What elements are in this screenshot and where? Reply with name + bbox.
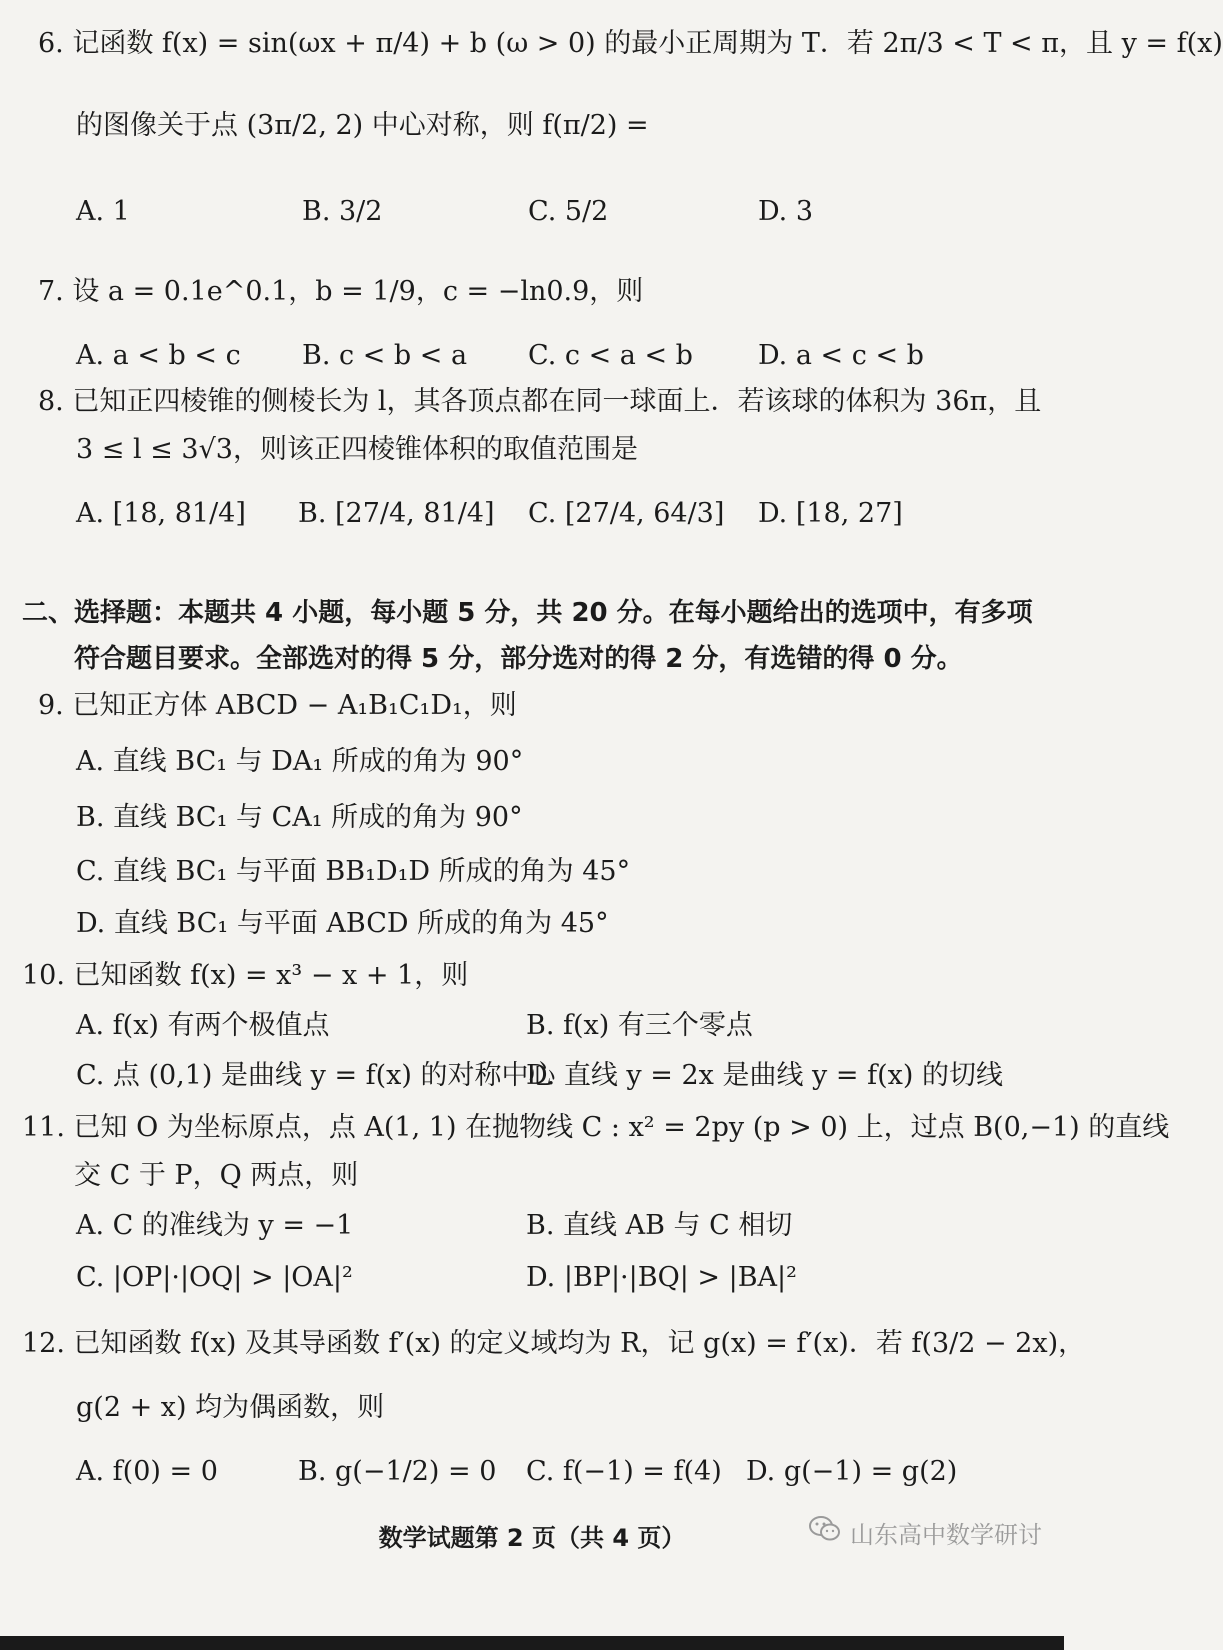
page-footer: 数学试题第 2 页（共 4 页） [378,1524,686,1552]
q11-option-b: B. 直线 AB 与 C 相切 [526,1210,793,1241]
q12-line2: g(2 + x) 均为偶函数，则 [76,1392,385,1423]
q6-option-a: A. 1 [76,196,130,227]
q8-option-d: D. [18, 27] [758,498,903,529]
q7-option-c: C. c < a < b [528,340,693,371]
q8-line2: 3 ≤ l ≤ 3√3，则该正四棱锥体积的取值范围是 [76,434,638,465]
q10-option-b: B. f(x) 有三个零点 [526,1010,753,1041]
q9-line1: 9. 已知正方体 ABCD − A₁B₁C₁D₁，则 [38,690,517,721]
q7-line1: 7. 设 a = 0.1e^0.1，b = 1/9，c = −ln0.9，则 [38,276,644,307]
q9-option-b: B. 直线 BC₁ 与 CA₁ 所成的角为 90° [76,802,523,833]
q8-line1: 8. 已知正四棱锥的侧棱长为 l，其各顶点都在同一球面上．若该球的体积为 36π，且 [38,386,1042,417]
q10-option-c: C. 点 (0,1) 是曲线 y = f(x) 的对称中心 [76,1060,556,1091]
q6-option-b: B. 3/2 [302,196,383,227]
q12-option-b: B. g(−1/2) = 0 [298,1456,497,1487]
q10-option-d: D. 直线 y = 2x 是曲线 y = f(x) 的切线 [526,1060,1003,1091]
q9-option-c: C. 直线 BC₁ 与平面 BB₁D₁D 所成的角为 45° [76,856,631,887]
q12-option-c: C. f(−1) = f(4) [526,1456,722,1487]
q8-option-a: A. [18, 81/4] [76,498,246,529]
section2-heading-line2: 符合题目要求。全部选对的得 5 分，部分选对的得 2 分，有选错的得 0 分。 [74,644,963,674]
q9-option-d: D. 直线 BC₁ 与平面 ABCD 所成的角为 45° [76,908,609,939]
q6-option-d: D. 3 [758,196,814,227]
q9-option-a: A. 直线 BC₁ 与 DA₁ 所成的角为 90° [76,746,524,777]
section2-heading-line1: 二、选择题：本题共 4 小题，每小题 5 分，共 20 分。在每小题给出的选项中，有多项 [22,598,1033,628]
watermark [808,1514,1042,1550]
q8-option-b: B. [27/4, 81/4] [298,498,495,529]
q11-line2: 交 C 于 P，Q 两点，则 [74,1160,359,1191]
q6-option-c: C. 5/2 [528,196,609,227]
q12-line1: 12. 已知函数 f(x) 及其导函数 f′(x) 的定义域均为 R，记 g(x) = f′(x)．若 f(3/2 − 2x)， [22,1328,1086,1359]
q11-option-c: C. |OP|·|OQ| > |OA|² [76,1262,353,1293]
wechat-icon [808,1514,842,1550]
q7-option-b: B. c < b < a [302,340,468,371]
q7-option-a: A. a < b < c [76,340,241,371]
q10-option-a: A. f(x) 有两个极值点 [76,1010,330,1041]
watermark-text: 山东高中数学研讨 [850,1520,1042,1549]
q11-option-d: D. |BP|·|BQ| > |BA|² [526,1262,797,1293]
q7-option-d: D. a < c < b [758,340,924,371]
q12-option-d: D. g(−1) = g(2) [746,1456,958,1487]
bottom-edge-bar [0,1636,1064,1650]
q6-line1: 6. 记函数 f(x) = sin(ωx + π/4) + b (ω > 0) 的最小正周期为 T．若 2π/3 < T < π，且 y = f(x) [38,28,1223,59]
q8-option-c: C. [27/4, 64/3] [528,498,725,529]
q6-line2: 的图像关于点 (3π/2, 2) 中心对称，则 f(π/2) = [76,110,649,141]
q12-option-a: A. f(0) = 0 [76,1456,218,1487]
q11-option-a: A. C 的准线为 y = −1 [76,1210,354,1241]
q11-line1: 11. 已知 O 为坐标原点，点 A(1, 1) 在抛物线 C : x² = 2py (p > 0) 上，过点 B(0,−1) 的直线 [22,1112,1170,1143]
q10-line1: 10. 已知函数 f(x) = x³ − x + 1，则 [22,960,469,991]
